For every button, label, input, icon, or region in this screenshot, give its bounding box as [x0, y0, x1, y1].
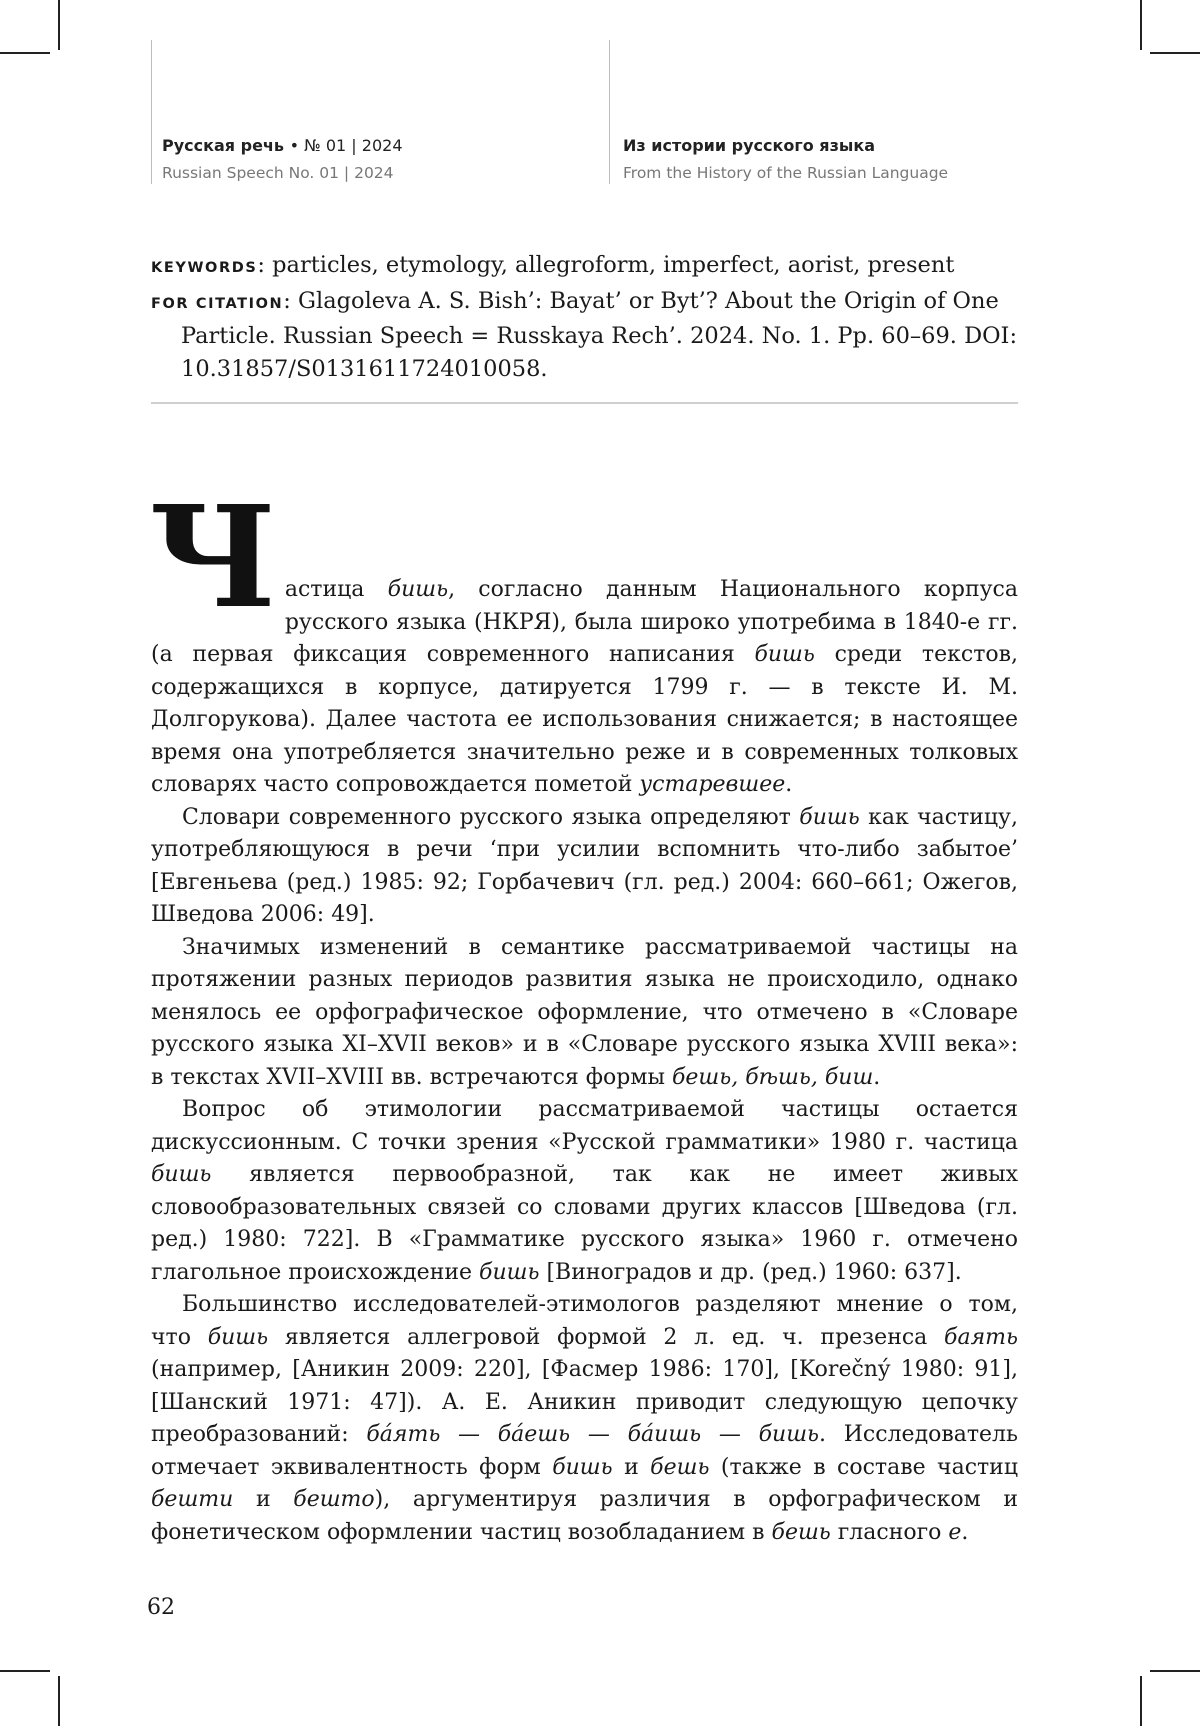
italic-term: бишь [207, 1324, 269, 1350]
crop-mark [1150, 52, 1200, 54]
journal-issue-ru: • № 01 | 2024 [289, 136, 403, 155]
crop-mark [1150, 1670, 1200, 1672]
running-header-right [623, 136, 948, 182]
journal-title-en: Russian Speech No. 01 | 2024 [162, 164, 394, 182]
paragraph-text: Значимых изменений в семантике рассматриваемой частицы на протяжении разных периодов развития языка не происходило, однако менялось ее орфографическое оформление, что отмечено в «Словаре русского языка XI–XVII веков» и в «Словаре русского языка XVIII века»: в текстах XVII–XVIII вв. встречаются формы бешь, бѣшь, биш. [151, 934, 1018, 1090]
paragraph-text: Вопрос об этимологии рассматриваемой частицы остается дискуссионным. С точки зрения «Русской грамматики» 1980 г. частица бишь является первообразной, так как не имеет живых словообразовательных связей со словами других классов [Шведова (гл. ред.) 1980: 722]. В «Грамматике русского языка» 1960 г. отмечено глагольное происхождение бишь [Виноградов и др. (ред.) 1960: 637]. [151, 1097, 1018, 1285]
paragraph-text: астица бишь, согласно данным Национального корпуса русского языка (НКРЯ), была широко употребима в 1840-е гг. (а первая фиксация современного написания бишь среди текстов, содержащихся в корпусе, датируется 1799 г. — в тексте И. М. Долгорукова). Далее частота ее использования снижается; в настоящее время она употребляется значительно реже и в современных толковых словарях часто сопровождается пометой устаревшее. [151, 577, 1018, 797]
crop-mark [1140, 0, 1142, 50]
journal-name-ru: Русская речь [162, 136, 285, 155]
paragraph-text: Словари современного русского языка определяют бишь как частицу, употребляющуюся в речи ‘при усилии вспомнить что-либо забытое’ [Евгеньева (ред.) 1985: 92; Горбачевич (гл. ред.) 2004: 660–661; Ожегов, Шведова 2006: 49]. [151, 804, 1018, 927]
italic-term: бешто [293, 1487, 375, 1512]
keywords-line: KEYWORDS: particles, etymology, allegroform, imperfect, aorist, present [151, 252, 955, 278]
body-paragraph [149, 476, 1018, 802]
italic-term: бешь [771, 1519, 831, 1545]
italic-term: бишь [151, 1162, 212, 1187]
crop-mark [58, 1676, 60, 1726]
crop-mark [0, 52, 50, 54]
citation-line: FOR CITATION: Glagoleva A. S. Bish’: Bayat’ or Byt’? About the Origin of One Particle. Russian Speech = Russkaya Rech’. 2024. No. 1. Pp. 60–69. DOI: 10.31857/S0131611724010058. [151, 287, 1018, 382]
header-rule-left [151, 40, 152, 184]
citation-label: FOR CITATION [151, 295, 284, 312]
journal-title-ru [162, 136, 403, 155]
paragraph-text: Большинство исследователей-этимологов разделяют мнение о том, что бишь является аллегровой формой 2 л. ед. ч. презенса баять (например, [Аникин 2009: 220], [Фасмер 1986: 170], [Korečný 1980: 91], [Шанский 1971: 47]). А. Е. Аникин приводит следующую цепочку преобразований: ба́ять — ба́ешь — ба́ишь — бишь. Исследователь отмечает эквивалентность форм бишь и бешь (также в составе частиц бешти и бешто), аргументируя различия в орфографическом и фонетическом оформлении частиц возобладанием в бешь гласного е. [151, 1292, 1018, 1545]
drop-cap: Ч [149, 476, 277, 640]
article-body [149, 476, 1018, 1549]
keywords-label: KEYWORDS [151, 260, 258, 276]
italic-term: баять [944, 1324, 1018, 1350]
article-metadata [151, 249, 1018, 385]
italic-term: бешь [650, 1454, 710, 1480]
section-title-en: From the History of the Russian Language [623, 164, 949, 182]
italic-term: бишь [387, 577, 449, 602]
italic-term: бишь [754, 642, 815, 667]
running-header-left [162, 136, 403, 182]
body-paragraph [151, 1094, 1018, 1289]
italic-term: бишь [799, 804, 860, 830]
italic-term: бешь, бѣшь, биш [671, 1064, 874, 1090]
body-paragraph [151, 802, 1018, 932]
italic-term: бишь [552, 1454, 613, 1480]
italic-term: е [948, 1519, 962, 1545]
italic-term: устаревшее [639, 772, 786, 797]
body-paragraph [151, 1289, 1018, 1549]
body-paragraph [151, 932, 1018, 1095]
italic-term: бешти [151, 1487, 234, 1512]
section-title-ru: Из истории русского языка [623, 136, 875, 155]
citation-text: Glagoleva A. S. Bish’: Bayat’ or Byt’? About the Origin of One Particle. Russian Speech = Russkaya Rech’. 2024. No. 1. Pp. 60–69. DOI: 10.31857/S0131611724010058. [181, 287, 1018, 382]
crop-mark [1140, 1676, 1142, 1726]
crop-mark [58, 0, 60, 50]
crop-mark [0, 1670, 50, 1672]
italic-term: ба́ять — ба́ешь — ба́ишь — бишь [366, 1422, 820, 1447]
header-rule-right [609, 40, 610, 184]
page-number: 62 [147, 1595, 175, 1620]
italic-term: бишь [479, 1259, 540, 1285]
metadata-divider [151, 402, 1018, 404]
keywords-text: particles, etymology, allegroform, imperfect, aorist, present [272, 252, 955, 278]
